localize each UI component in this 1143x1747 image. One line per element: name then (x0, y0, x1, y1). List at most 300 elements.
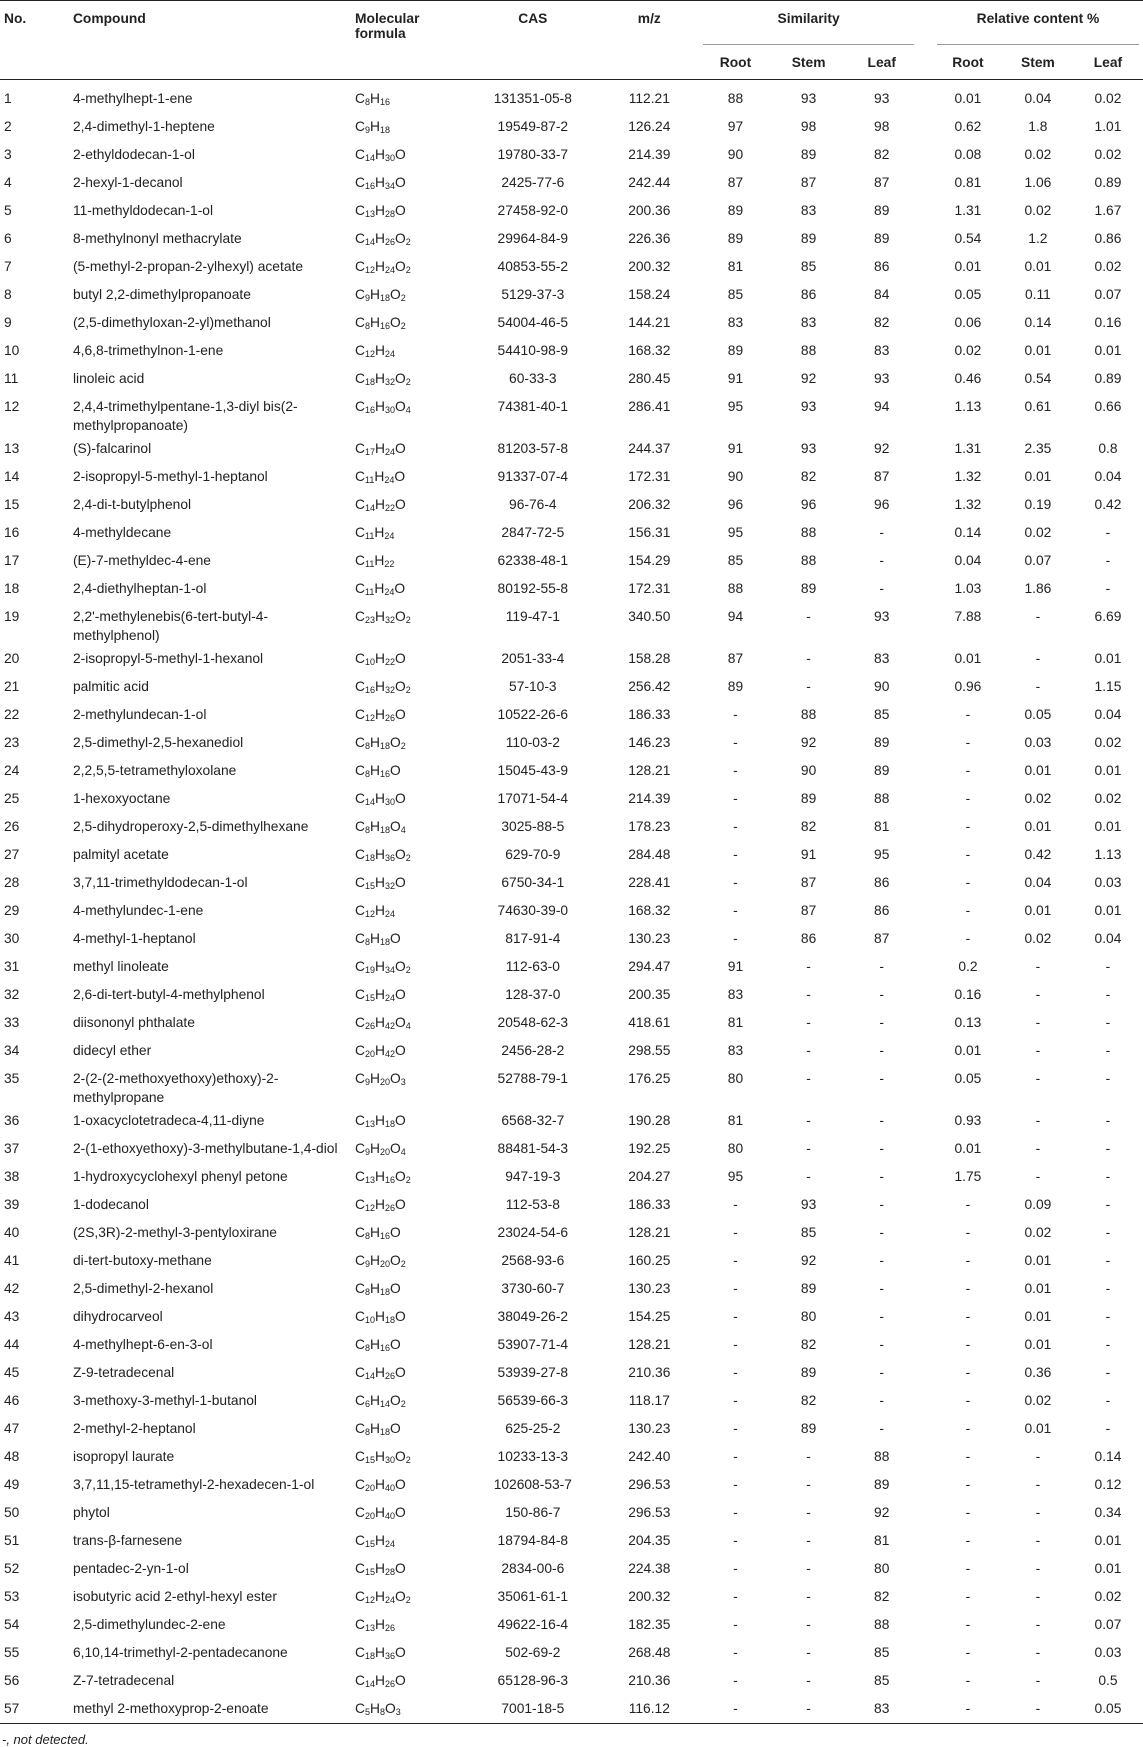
cell-sim-stem: 87 (800, 175, 817, 190)
cell-rel-leaf: - (1105, 959, 1111, 974)
header-relative-label: Relative content % (937, 11, 1139, 45)
cell-no: 21 (4, 679, 20, 694)
cell-formula: $C_{15}H_{30}O_2$ (355, 1449, 411, 1465)
table-row (0, 785, 1143, 813)
cell-sim-leaf: 92 (874, 1505, 890, 1520)
cell-mz: 242.44 (628, 175, 671, 190)
cell-sim-stem: 96 (800, 497, 817, 512)
cell-mz: 158.28 (628, 651, 671, 666)
cell-sim-root: 91 (727, 441, 744, 456)
cell-gap (918, 645, 933, 673)
cell-formula: $C_8H_{18}O$ (355, 1421, 401, 1437)
cell-gap (918, 1331, 933, 1359)
cell-formula: $C_{18}H_{36}O$ (355, 1645, 406, 1661)
cell-sim-stem: 89 (800, 581, 817, 596)
cell-sim-root: 90 (727, 469, 744, 484)
cell-gap (918, 1527, 933, 1555)
cell-sim-leaf: 87 (874, 931, 890, 946)
cell-mz: 286.41 (628, 399, 671, 414)
cell-rel-root: - (965, 819, 971, 834)
cell-sim-leaf: 89 (874, 1477, 890, 1492)
cell-sim-leaf: 98 (874, 119, 890, 134)
cell-rel-leaf: 0.07 (1094, 1617, 1122, 1632)
cell-sim-stem: - (806, 1645, 811, 1660)
cell-sim-stem: - (806, 609, 811, 624)
cell-cas: 3025-88-5 (501, 819, 565, 834)
cell-rel-root: 7.88 (954, 609, 982, 624)
cell-mz: 298.55 (628, 1043, 671, 1058)
cell-formula: $C_{15}H_{28}O$ (355, 1561, 406, 1577)
cell-cas: 35061-61-1 (497, 1589, 569, 1604)
cell-sim-root: - (733, 1645, 738, 1660)
cell-mz: 340.50 (628, 609, 671, 624)
cell-rel-root: 0.08 (954, 147, 982, 162)
cell-mz: 200.32 (628, 1589, 671, 1604)
cell-formula: $C_{20}H_{40}O$ (355, 1505, 406, 1521)
cell-sim-root: 85 (727, 553, 744, 568)
cell-mz: 158.24 (628, 287, 671, 302)
cell-rel-stem: 0.01 (1024, 1253, 1052, 1268)
cell-gap (918, 1275, 933, 1303)
cell-rel-stem: 0.02 (1024, 931, 1052, 946)
cell-rel-root: - (965, 875, 971, 890)
cell-gap (918, 1247, 933, 1275)
cell-cas: 119-47-1 (505, 609, 560, 624)
cell-cas: 19549-87-2 (497, 119, 569, 134)
cell-rel-stem: 0.02 (1024, 147, 1052, 162)
cell-rel-root: - (965, 847, 971, 862)
cell-rel-root: - (965, 1281, 971, 1296)
cell-cas: 65128-96-3 (497, 1673, 569, 1688)
table-row (0, 169, 1143, 197)
cell-rel-stem: - (1035, 1015, 1041, 1030)
cell-mz: 186.33 (628, 707, 671, 722)
table-row (0, 645, 1143, 673)
cell-cas: 112-53-8 (505, 1197, 560, 1212)
cell-no: 57 (0, 1695, 69, 1724)
table-row (0, 309, 1143, 337)
cell-rel-root: 1.75 (954, 1169, 982, 1184)
cell-mz: 228.41 (628, 875, 671, 890)
cell-sim-leaf: - (879, 1309, 885, 1324)
cell-sim-stem: 98 (800, 119, 817, 134)
cell-mz: 178.23 (628, 819, 671, 834)
cell-rel-root: - (965, 1673, 971, 1688)
cell-rel-root: 0.62 (954, 119, 982, 134)
cell-gap (918, 869, 933, 897)
cell-sim-stem: 82 (800, 1337, 817, 1352)
cell-compound: 2-methyl-2-heptanol (72, 1421, 196, 1436)
cell-formula: $C_{13}H_{18}O$ (355, 1113, 406, 1129)
cell-sim-stem: - (806, 1505, 811, 1520)
cell-rel-leaf: 0.01 (1094, 651, 1122, 666)
cell-rel-leaf: 0.5 (1098, 1673, 1118, 1688)
cell-gap (918, 1135, 933, 1163)
cell-sim-leaf: 82 (874, 315, 890, 330)
table-row (0, 925, 1143, 953)
cell-sim-leaf: 89 (874, 763, 890, 778)
cell-sim-leaf: 88 (874, 1449, 890, 1464)
cell-compound: 2,5-dimethylundec-2-ene (72, 1617, 226, 1632)
cell-formula: $C_{13}H_{16}O_2$ (355, 1169, 411, 1185)
cell-gap (918, 1191, 933, 1219)
cell-mz: 168.32 (628, 343, 671, 358)
cell-formula: $C_{10}H_{22}O$ (355, 651, 406, 667)
cell-formula: $C_9H_{20}O_3$ (355, 1071, 406, 1087)
cell-rel-stem: - (1003, 1695, 1073, 1724)
table-row (0, 1163, 1143, 1191)
cell-rel-stem: 0.02 (1024, 203, 1052, 218)
table-row (0, 1695, 1143, 1724)
cell-rel-stem: - (1035, 679, 1041, 694)
cell-compound: 2,5-dimethyl-2,5-hexanediol (72, 735, 244, 750)
cell-rel-root: - (965, 1477, 971, 1492)
cell-sim-root: - (733, 1309, 738, 1324)
cell-compound: 2-(2-(2-methoxyethoxy)ethoxy)-2-methylpropane (72, 1071, 279, 1105)
cell-formula: $C_8H_{18}O$ (355, 1281, 401, 1297)
cell-no: 16 (4, 525, 20, 540)
cell-no: 6 (4, 231, 12, 246)
cell-mz: 156.31 (628, 525, 671, 540)
cell-sim-root: - (733, 735, 738, 750)
cell-no: 46 (4, 1393, 20, 1408)
cell-rel-root: - (965, 1309, 971, 1324)
cell-sim-leaf: - (879, 525, 885, 540)
cell-rel-leaf: 0.34 (1094, 1505, 1122, 1520)
cell-cas: 91337-07-4 (497, 469, 569, 484)
cell-sim-stem: - (806, 1617, 811, 1632)
cell-cas: 57-10-3 (509, 679, 557, 694)
cell-rel-root: 0.93 (954, 1113, 982, 1128)
cell-mz: 204.27 (628, 1169, 671, 1184)
cell-sim-leaf: - (879, 987, 885, 1002)
table-row (0, 701, 1143, 729)
cell-compound: 8-methylnonyl methacrylate (72, 231, 242, 246)
cell-rel-stem: - (1035, 1617, 1041, 1632)
cell-sim-leaf: 82 (874, 1589, 890, 1604)
cell-compound: palmitic acid (72, 679, 149, 694)
cell-gap (918, 281, 933, 309)
table-body (0, 80, 1143, 1724)
cell-gap (918, 1499, 933, 1527)
cell-cas: 5129-37-3 (501, 287, 565, 302)
cell-rel-root: 0.14 (954, 525, 982, 540)
cell-formula: $C_{11}H_{24}$ (355, 525, 395, 541)
cell-sim-root: - (733, 1421, 738, 1436)
cell-formula: $C_8H_{18}O_4$ (355, 819, 406, 835)
cell-gap (918, 701, 933, 729)
cell-no: 35 (4, 1071, 20, 1086)
cell-rel-leaf: - (1105, 581, 1111, 596)
cell-sim-root: 89 (727, 343, 744, 358)
cell-sim-stem: - (806, 1533, 811, 1548)
cell-sim-root: - (733, 847, 738, 862)
cell-gap (918, 1639, 933, 1667)
cell-cas: 80192-55-8 (497, 581, 569, 596)
cell-sim-stem: 83 (800, 315, 817, 330)
table-row (0, 1611, 1143, 1639)
cell-rel-stem: 0.01 (1024, 1337, 1052, 1352)
cell-sim-leaf: 88 (874, 791, 890, 806)
cell-sim-root: 88 (727, 91, 744, 106)
cell-formula: $C_{15}H_{32}O$ (355, 875, 406, 891)
cell-mz: 200.32 (628, 259, 671, 274)
cell-cas: 112-63-0 (505, 959, 560, 974)
cell-gap (918, 897, 933, 925)
cell-compound: diisononyl phthalate (72, 1015, 195, 1030)
cell-cas: 2834-00-6 (501, 1561, 565, 1576)
cell-rel-root: - (965, 1449, 971, 1464)
cell-gap (918, 1065, 933, 1107)
cell-gap (918, 925, 933, 953)
cell-sim-root: - (733, 1477, 738, 1492)
cell-rel-stem: 0.01 (1024, 469, 1052, 484)
cell-gap (918, 365, 933, 393)
cell-mz: 284.48 (628, 847, 671, 862)
cell-rel-root: - (965, 1337, 971, 1352)
cell-rel-leaf: 0.66 (1094, 399, 1122, 414)
cell-rel-root: 0.04 (954, 553, 982, 568)
table-row (0, 337, 1143, 365)
cell-sim-root: - (733, 1561, 738, 1576)
cell-rel-root: 0.2 (958, 959, 978, 974)
cell-rel-stem: 0.02 (1024, 1393, 1052, 1408)
cell-no: 54 (4, 1617, 20, 1632)
cell-sim-leaf: 88 (874, 1617, 890, 1632)
cell-compound: pentadec-2-yn-1-ol (72, 1561, 189, 1576)
cell-sim-stem: 89 (800, 1421, 817, 1436)
cell-gap (918, 575, 933, 603)
cell-sim-stem: - (806, 1589, 811, 1604)
cell-compound: 4-methyl-1-heptanol (72, 931, 196, 946)
cell-sim-leaf: 85 (874, 1673, 890, 1688)
table-row (0, 729, 1143, 757)
cell-rel-stem: 0.02 (1024, 1225, 1052, 1240)
table-row (0, 813, 1143, 841)
cell-sim-leaf: 93 (874, 371, 890, 386)
header-gap-sub (918, 45, 933, 80)
cell-sim-root: 87 (727, 175, 744, 190)
cell-sim-leaf: 86 (874, 875, 890, 890)
cell-no: 14 (4, 469, 20, 484)
header-rel-root: Root (933, 45, 1003, 80)
cell-rel-stem: 0.01 (1024, 903, 1052, 918)
cell-formula: $C_{18}H_{32}O_2$ (355, 371, 411, 387)
cell-rel-stem: - (1035, 609, 1041, 624)
cell-no: 43 (4, 1309, 20, 1324)
cell-mz: 186.33 (628, 1197, 671, 1212)
cell-no: 12 (4, 399, 20, 414)
cell-rel-leaf: 0.14 (1094, 1449, 1122, 1464)
cell-mz: 210.36 (628, 1365, 671, 1380)
table-row (0, 1331, 1143, 1359)
cell-sim-root: - (699, 1695, 772, 1724)
cell-compound: 2,6-di-tert-butyl-4-methylphenol (72, 987, 265, 1002)
cell-mz: 224.38 (628, 1561, 671, 1576)
cell-sim-stem: 82 (800, 819, 817, 834)
cell-rel-stem: - (1035, 1673, 1041, 1688)
cell-gap (918, 1695, 933, 1724)
cell-rel-leaf: 0.01 (1094, 343, 1122, 358)
cell-rel-leaf: - (1105, 1113, 1111, 1128)
cell-sim-leaf: - (879, 1337, 885, 1352)
cell-no: 10 (4, 343, 20, 358)
cell-rel-stem: 0.54 (1024, 371, 1052, 386)
cell-rel-stem: - (1035, 1141, 1041, 1156)
table-row (0, 547, 1143, 575)
cell-formula: $C_{18}H_{36}O_2$ (355, 847, 411, 863)
cell-mz: 146.23 (628, 735, 671, 750)
cell-no: 11 (4, 371, 19, 386)
cell-mz: 172.31 (628, 469, 671, 484)
cell-rel-root: - (965, 1197, 971, 1212)
cell-sim-root: 83 (727, 1043, 744, 1058)
cell-rel-stem: 0.19 (1024, 497, 1052, 512)
cell-sim-root: - (733, 1673, 738, 1688)
cell-cas: 23024-54-6 (497, 1225, 569, 1240)
cell-compound: 2,4-diethylheptan-1-ol (72, 581, 207, 596)
cell-mz: 172.31 (628, 581, 671, 596)
cell-sim-leaf: 80 (874, 1561, 890, 1576)
cell-sim-leaf: - (879, 553, 885, 568)
cell-rel-stem: 0.03 (1024, 735, 1052, 750)
cell-compound: 4,6,8-trimethylnon-1-ene (72, 343, 224, 358)
cell-sim-leaf: - (879, 959, 885, 974)
cell-sim-stem: 92 (800, 735, 817, 750)
table-row (0, 869, 1143, 897)
cell-sim-root: - (733, 1253, 738, 1268)
cell-rel-root: 0.13 (954, 1015, 982, 1030)
cell-rel-root: 0.54 (954, 231, 982, 246)
cell-rel-root: 0.05 (954, 287, 982, 302)
cell-sim-leaf: - (879, 1169, 885, 1184)
table-row (0, 1443, 1143, 1471)
cell-no: 41 (4, 1253, 20, 1268)
cell-compound: linoleic acid (72, 371, 145, 386)
cell-formula: $C_8H_{18}O_2$ (355, 735, 406, 751)
cell-no: 40 (4, 1225, 20, 1240)
cell-formula: $C_{20}H_{42}O$ (355, 1043, 406, 1059)
cell-sim-leaf: - (879, 581, 885, 596)
cell-rel-root: - (965, 1253, 971, 1268)
cell-cas: 2456-28-2 (501, 1043, 565, 1058)
cell-formula: $C_{26}H_{42}O_4$ (355, 1015, 411, 1031)
cell-mz: 128.21 (628, 763, 671, 778)
cell-mz: 116.12 (600, 1695, 699, 1724)
cell-rel-leaf: 1.15 (1094, 679, 1122, 694)
cell-compound: 1-hydroxycyclohexyl phenyl petone (72, 1169, 288, 1184)
cell-cas: 54410-98-9 (497, 343, 569, 358)
cell-rel-stem: 0.01 (1024, 763, 1052, 778)
cell-rel-stem: - (1035, 987, 1041, 1002)
cell-sim-root: 91 (727, 371, 744, 386)
cell-mz: 154.25 (628, 1309, 671, 1324)
cell-sim-root: 95 (727, 1169, 744, 1184)
cell-rel-leaf: 1.67 (1094, 203, 1122, 218)
cell-cas: 110-03-2 (505, 735, 560, 750)
cell-mz: 190.28 (628, 1113, 671, 1128)
cell-formula: $C_8H_{16}$ (355, 91, 390, 107)
cell-formula: $C_{11}H_{24}O$ (355, 581, 406, 597)
cell-mz: 210.36 (628, 1673, 671, 1688)
cell-sim-root: - (733, 1617, 738, 1632)
cell-sim-stem: 89 (800, 147, 817, 162)
cell-sim-stem: - (806, 1113, 811, 1128)
table-row (0, 365, 1143, 393)
cell-no: 34 (4, 1043, 20, 1058)
cell-rel-leaf: 0.89 (1094, 371, 1122, 386)
cell-gap (918, 1415, 933, 1443)
cell-sim-stem: 89 (800, 1281, 817, 1296)
cell-sim-leaf: 90 (874, 679, 890, 694)
cell-mz: 130.23 (628, 1281, 671, 1296)
cell-cas: 7001-18-5 (466, 1695, 600, 1724)
cell-mz: 126.24 (628, 119, 671, 134)
cell-no: 47 (4, 1421, 20, 1436)
header-cas: CAS (466, 1, 600, 80)
cell-gap (918, 1583, 933, 1611)
cell-formula: $C_{17}H_{24}O$ (355, 441, 406, 457)
table-row (0, 1555, 1143, 1583)
cell-rel-leaf: 0.02 (1094, 147, 1122, 162)
table-row (0, 281, 1143, 309)
cell-compound: (5-methyl-2-propan-2-ylhexyl) acetate (72, 259, 303, 274)
cell-no: 2 (4, 119, 12, 134)
cell-sim-stem: - (806, 959, 811, 974)
cell-sim-stem: 93 (800, 1197, 817, 1212)
cell-gap (918, 169, 933, 197)
cell-rel-stem: 0.11 (1024, 287, 1051, 302)
cell-sim-stem: 93 (800, 399, 817, 414)
cell-sim-leaf: 84 (874, 287, 890, 302)
cell-mz: 226.36 (628, 231, 671, 246)
cell-sim-stem: - (806, 1169, 811, 1184)
cell-sim-leaf: - (879, 1225, 885, 1240)
cell-cas: 29964-84-9 (497, 231, 569, 246)
cell-gap (918, 113, 933, 141)
cell-sim-stem: 87 (800, 903, 817, 918)
cell-formula: $C_8H_{16}O_2$ (355, 315, 406, 331)
cell-gap (918, 981, 933, 1009)
cell-formula: $C_{16}H_{34}O$ (355, 175, 406, 191)
cell-compound: palmityl acetate (72, 847, 169, 862)
cell-formula: $C_{14}H_{26}O_2$ (355, 231, 411, 247)
cell-compound: 3-methoxy-3-methyl-1-butanol (72, 1393, 257, 1408)
cell-compound: methyl 2-methoxyprop-2-enoate (69, 1695, 351, 1724)
cell-sim-leaf: 93 (874, 91, 890, 106)
cell-sim-leaf: - (879, 1071, 885, 1086)
cell-rel-leaf: 0.01 (1094, 1533, 1122, 1548)
cell-cas: 102608-53-7 (493, 1477, 572, 1492)
cell-formula: $C_{14}H_{30}O$ (355, 147, 406, 163)
cell-mz: 168.32 (628, 903, 671, 918)
header-sim-root: Root (699, 45, 772, 80)
cell-compound: 2,2,5,5-tetramethyloxolane (72, 763, 237, 778)
cell-cas: 74381-40-1 (497, 399, 569, 414)
cell-rel-leaf: - (1105, 1043, 1111, 1058)
cell-rel-root: - (965, 1589, 971, 1604)
cell-rel-root: 0.01 (954, 651, 982, 666)
table-row (0, 603, 1143, 645)
cell-formula: $C_{12}H_{24}O_2$ (355, 259, 411, 275)
cell-rel-leaf: - (1105, 1309, 1111, 1324)
cell-compound: 4-methylhept-6-en-3-ol (72, 1337, 213, 1352)
cell-sim-leaf: 87 (874, 469, 890, 484)
cell-cas: 131351-05-8 (493, 91, 572, 106)
cell-compound: 4-methylhept-1-ene (72, 91, 193, 106)
cell-compound: 2,4-dimethyl-1-heptene (72, 119, 215, 134)
table-row (0, 1135, 1143, 1163)
